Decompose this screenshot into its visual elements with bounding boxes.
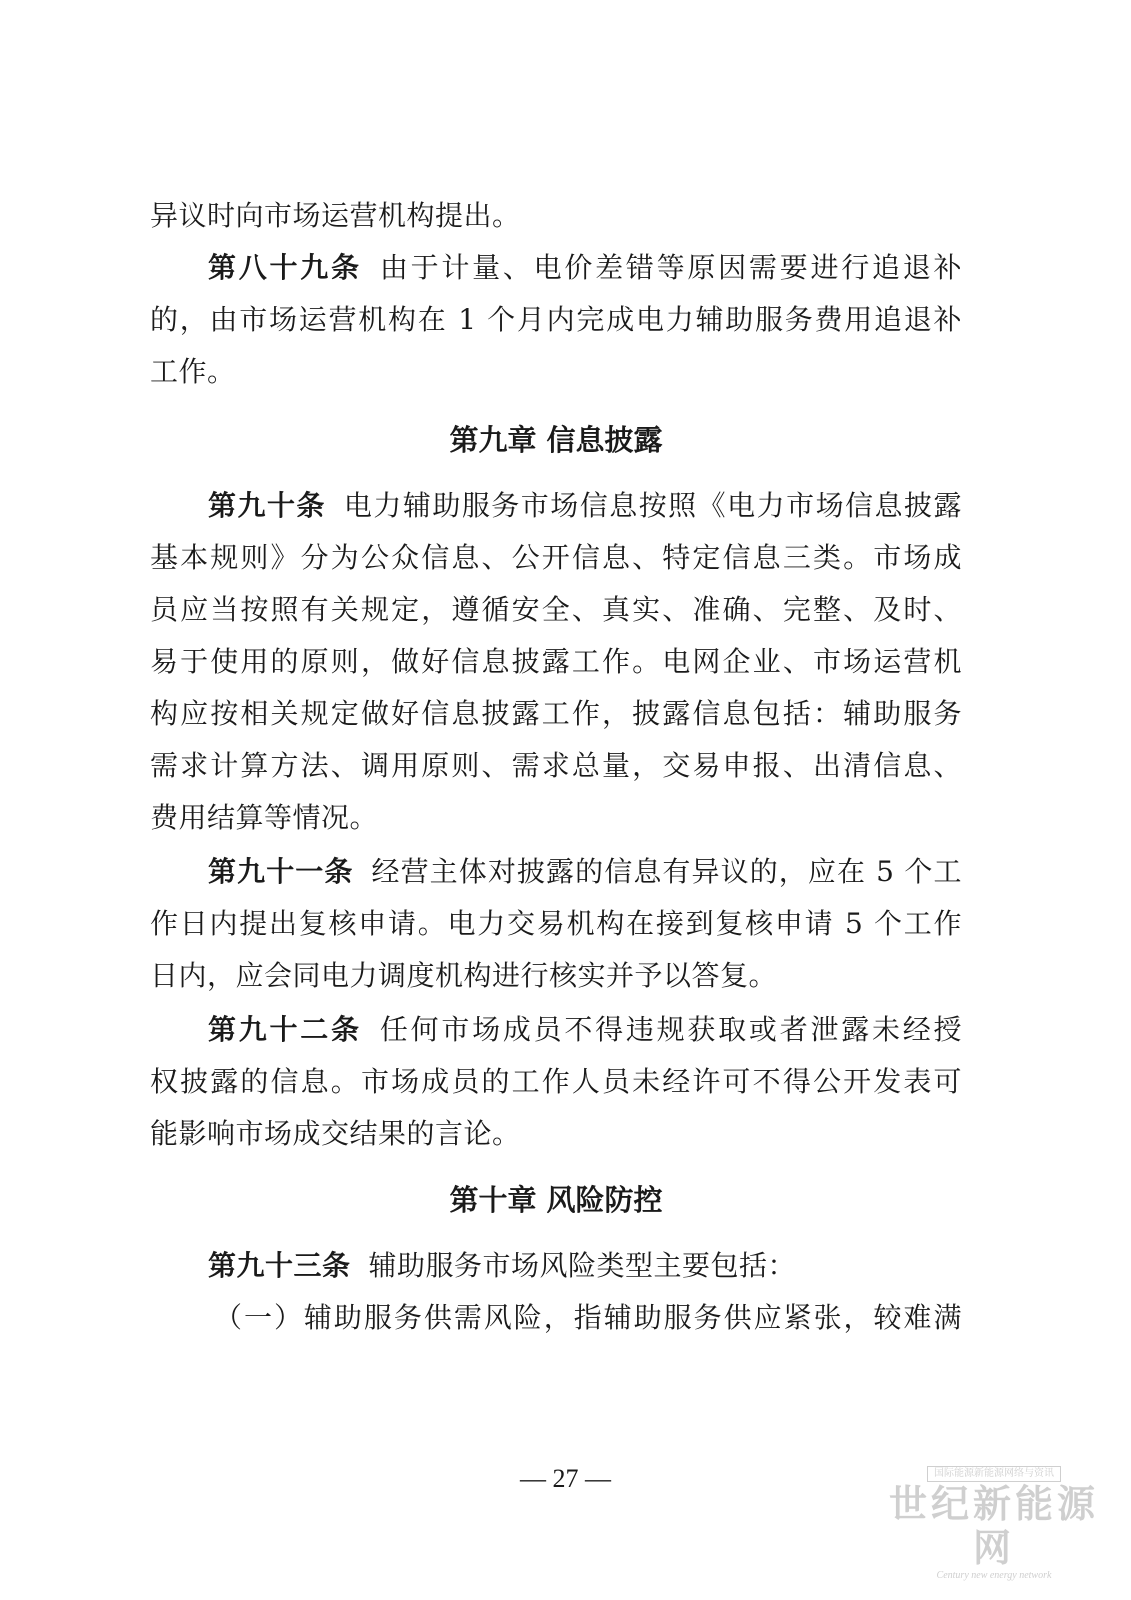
paragraph-line xyxy=(150,196,962,236)
paragraph-line xyxy=(150,904,962,944)
paragraph-line xyxy=(150,300,962,340)
article-91-label: 第九十一条 xyxy=(208,855,354,888)
article-89-label: 第八十九条 xyxy=(208,251,362,284)
line-text: 易于使用的原则，做好信息披露工作。电网企业、市场运营机 xyxy=(150,645,962,678)
article-92-label: 第九十二条 xyxy=(208,1013,362,1046)
chapter-10-heading: 第十章 风险防控 xyxy=(449,1183,663,1217)
line-text: 异议时向市场运营机构提出。 xyxy=(150,199,521,232)
line-text: 权披露的信息。市场成员的工作人员未经许可不得公开发表可 xyxy=(150,1065,962,1098)
chapter-9-heading: 第九章 信息披露 xyxy=(449,423,663,457)
line-text: 工作。 xyxy=(150,355,236,388)
list-item-line xyxy=(214,1298,962,1338)
paragraph-line xyxy=(150,956,962,996)
line-text: 经营主体对披露的信息有异议的，应在 5 个工 xyxy=(371,855,962,888)
watermark-logo xyxy=(879,1461,1109,1582)
line-text: 需求计算方法、调用原则、需求总量，交易申报、出清信息、 xyxy=(150,749,962,782)
line-text: 费用结算等情况。 xyxy=(150,801,379,834)
watermark-main-text: 世纪新能源网 xyxy=(888,1482,1099,1570)
article-90-label: 第九十条 xyxy=(208,489,326,522)
article-90-line xyxy=(208,486,962,526)
line-text: 电力辅助服务市场信息按照《电力市场信息披露 xyxy=(343,489,962,522)
line-text: 日内，应会同电力调度机构进行核实并予以答复。 xyxy=(150,959,778,992)
page-number: — 27 — xyxy=(520,1464,611,1493)
paragraph-line xyxy=(150,590,962,630)
paragraph-line xyxy=(150,352,962,392)
paragraph-line xyxy=(150,798,962,838)
line-text: 辅助服务市场风险类型主要包括： xyxy=(368,1249,797,1282)
line-text: 的，由市场运营机构在 1 个月内完成电力辅助服务费用追退补 xyxy=(150,303,962,336)
line-text: 由于计量、电价差错等原因需要进行追退补 xyxy=(379,251,962,284)
watermark-top-text: 国际能源新能源网络与资讯 xyxy=(927,1466,1061,1482)
line-text: 基本规则》分为公众信息、公开信息、特定信息三类。市场成 xyxy=(150,541,962,574)
article-93-line xyxy=(208,1246,962,1286)
line-text: 任何市场成员不得违规获取或者泄露未经授 xyxy=(379,1013,962,1046)
line-text: （一）辅助服务供需风险，指辅助服务供应紧张，较难满 xyxy=(214,1301,962,1334)
article-92-line xyxy=(208,1010,962,1050)
line-text: 能影响市场成交结果的言论。 xyxy=(150,1117,521,1150)
paragraph-line xyxy=(150,746,962,786)
paragraph-line xyxy=(150,1114,962,1154)
article-89-line xyxy=(208,248,962,288)
article-91-line xyxy=(208,852,962,892)
paragraph-line xyxy=(150,1062,962,1102)
paragraph-line xyxy=(150,694,962,734)
article-93-label: 第九十三条 xyxy=(208,1249,351,1282)
line-text: 构应按相关规定做好信息披露工作，披露信息包括：辅助服务 xyxy=(150,697,962,730)
watermark-sub-text: Century new energy network xyxy=(936,1570,1052,1581)
paragraph-line xyxy=(150,538,962,578)
line-text: 员应当按照有关规定，遵循安全、真实、准确、完整、及时、 xyxy=(150,593,962,626)
paragraph-line xyxy=(150,642,962,682)
line-text: 作日内提出复核申请。电力交易机构在接到复核申请 5 个工作 xyxy=(150,907,962,940)
